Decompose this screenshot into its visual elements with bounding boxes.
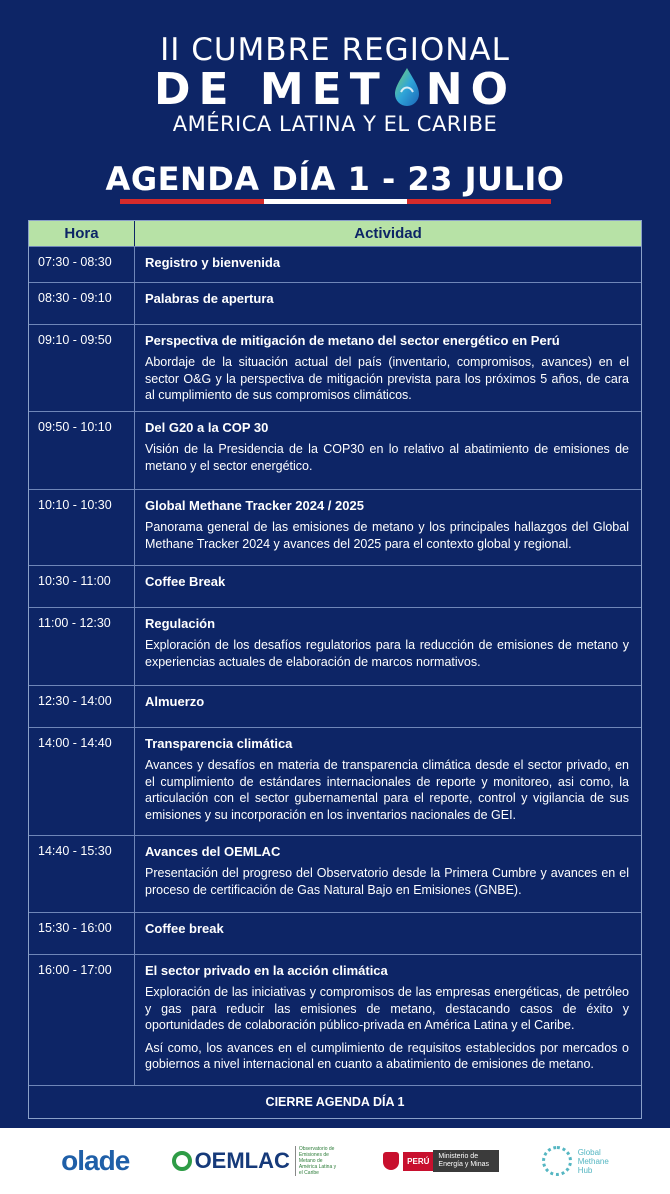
activity-title: Transparencia climática [145,736,293,751]
activity-description: Visión de la Presidencia de la COP30 en lo relativo al abatimiento de emisiones de metano y el sector energético. [145,442,629,473]
activity-description: Avances y desafíos en materia de transparencia climática desde el sector privado, en el cumplimiento de estándares internacionales de reporte y monitoreo, asi como, la articulación con el sector gubernamental para el reporte, control y vigilancia de sus emisiones y su incorporación en los inventarios nacionales de GEI. [145,758,629,822]
activity-title: Global Methane Tracker 2024 / 2025 [145,498,364,513]
row-time: 14:40 - 15:30 [29,836,135,912]
peru-label: PERÚ [403,1152,433,1171]
row-activity [135,283,641,324]
row-time: 10:30 - 11:00 [29,566,135,607]
row-time: 09:50 - 10:10 [29,412,135,489]
activity-title: Perspectiva de mitigación de metano del sector energético en Perú [145,333,560,348]
olade-logo [61,1145,129,1177]
oemlac-subtitle: Observatorio de Emisiones de Metano de América Latina y el Caribe [295,1146,341,1176]
row-time: 12:30 - 14:00 [29,686,135,727]
activity-description: Exploración de las iniciativas y compromisos de las empresas energéticas, de petróleo y gas para reducir las emisiones de metano, destacando casos de éxito y oportunidades de colaboración público-privada en América Latina y el Caribe. [145,985,629,1032]
row-time: 14:00 - 14:40 [29,728,135,835]
ministry-label: Ministerio de Energía y Minas [433,1150,499,1172]
row-activity [135,955,641,1085]
gmh-text [578,1148,609,1175]
event-title-line2 [0,64,670,115]
row-activity [135,412,641,489]
minem-logo [383,1150,499,1172]
row-activity [135,247,641,282]
agenda-title: AGENDA DÍA 1 - 23 JULIO [105,160,565,198]
table-row [29,282,641,324]
table-row [29,246,641,282]
row-activity [135,913,641,954]
row-activity [135,325,641,411]
activity-title: Coffee Break [145,574,226,589]
row-activity [135,608,641,685]
event-subtitle: AMÉRICA LATINA Y EL CARIBE [172,112,498,136]
row-time: 16:00 - 17:00 [29,955,135,1085]
table-row [29,685,641,727]
table-row [29,912,641,954]
table-row [29,727,641,835]
olade-text: olade [61,1145,130,1176]
row-activity [135,566,641,607]
row-time: 09:10 - 09:50 [29,325,135,411]
activity-title: Registro y bienvenida [145,255,281,270]
table-row [29,954,641,1085]
gmh-line2: Methane [577,1156,609,1166]
gmh-line1: Global [577,1147,601,1157]
oemlac-mark-icon [172,1151,192,1171]
event-title-line1: II CUMBRE REGIONAL [160,32,510,68]
table-row [29,411,641,489]
row-time: 07:30 - 08:30 [29,247,135,282]
activity-description: Así como, los avances en el cumplimiento de requisitos establecidos por mercados o gobiernos a nivel internacional en cuanto a abatimiento de emisiones de metano. [145,1040,629,1071]
header [0,0,670,210]
table-row [29,489,641,565]
row-activity [135,686,641,727]
col-header-activity: Actividad [354,225,422,242]
activity-title: Coffee break [145,921,224,936]
row-activity [135,490,641,565]
agenda-table [28,220,642,1119]
event-title-part-b: NO [425,64,516,115]
activity-title: Del G20 a la COP 30 [145,420,269,435]
col-header-time: Hora [29,221,135,246]
row-activity [135,728,641,835]
oemlac-text: OEMLAC [194,1148,290,1173]
table-row [29,607,641,685]
activity-title: Almuerzo [145,694,205,709]
activity-title: Regulación [145,616,216,631]
closing-row: CIERRE AGENDA DÍA 1 [29,1085,641,1118]
activity-title: El sector privado en la acción climática [145,963,388,978]
flag-divider [120,199,551,204]
activity-title: Avances del OEMLAC [145,844,281,859]
table-row [29,324,641,411]
globe-dots-icon [542,1146,572,1176]
sponsor-footer [0,1128,670,1194]
methane-drop-icon [392,66,422,108]
oemlac-logo [172,1146,341,1176]
activity-description: Presentación del progreso del Observatorio desde la Primera Cumbre y avances en el proceso de certificación de Gas Natural Bajo en Emisiones (GNBE). [145,866,629,897]
row-time: 11:00 - 12:30 [29,608,135,685]
table-row [29,565,641,607]
activity-description: Exploración de los desafíos regulatorios para la reducción de emisiones de metano y experiencias actuales de elaboración de marcos normativos. [145,638,629,669]
gmh-line3: Hub [577,1165,593,1175]
row-activity [135,836,641,912]
row-time: 10:10 - 10:30 [29,490,135,565]
row-time: 15:30 - 16:00 [29,913,135,954]
table-row [29,835,641,912]
table-header [29,221,641,246]
activity-description: Abordaje de la situación actual del país (inventario, compromisos, avances) en el sector O&G y la perspectiva de mitigación prevista para los próximos 5 años, de cara al cumplimiento de sus compromisos climáticos. [145,355,629,402]
activity-title: Palabras de apertura [145,291,274,306]
row-time: 08:30 - 09:10 [29,283,135,324]
event-title-part-a: DE MET [154,64,388,115]
peru-shield-icon [383,1152,399,1170]
gmh-logo [542,1146,609,1176]
activity-description: Panorama general de las emisiones de metano y los principales hallazgos del Global Methane Tracker 2024 y avances del 2025 para el contexto global y regional. [145,520,629,551]
